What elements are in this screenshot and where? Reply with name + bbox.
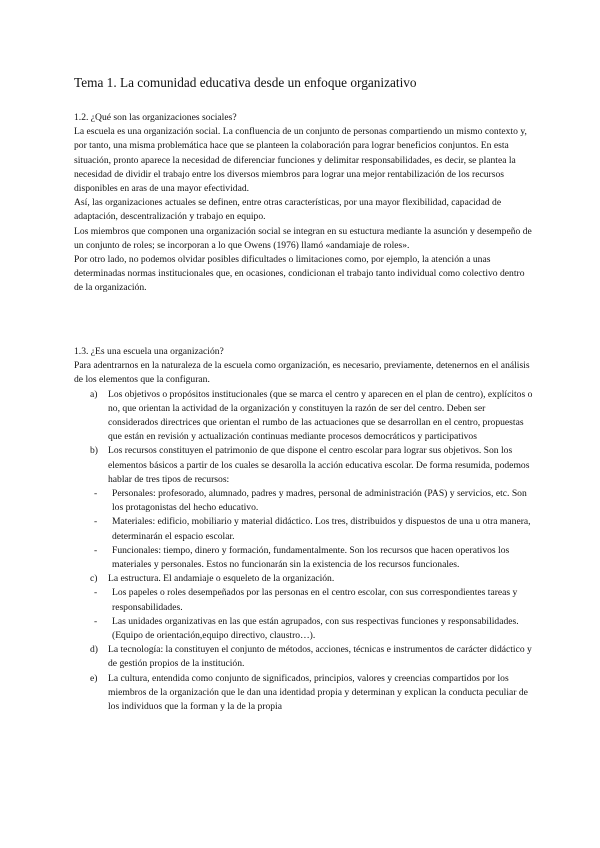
sublist-marker: - — [94, 544, 98, 556]
sublist-item — [74, 544, 534, 572]
sublist-item — [74, 487, 534, 515]
paragraph: Por otro lado, no podemos olvidar posibles dificultades o limitaciones como, por ejemplo, la atención a unas determinadas normas institucionales que, en ocasiones, condicionan el trabajo tanto individual como colectivo dentro de la organización. — [74, 254, 525, 294]
section-escuela-organizacion — [74, 345, 534, 714]
list-marker: d) — [90, 644, 98, 656]
paragraph: Así, las organizaciones actuales se definen, entre otras características, por una mayor flexibilidad, capacidad de adaptación, descentralización y trabajo en equipo. — [74, 197, 502, 223]
list-marker: c) — [90, 573, 98, 585]
document-title: Tema 1. La comunidad educativa desde un enfoque organizativo — [74, 75, 417, 90]
elements-list — [74, 388, 534, 715]
list-item — [74, 672, 534, 715]
sublist-marker: - — [94, 488, 98, 500]
list-item-text: La tecnología: la constituyen el conjunto de métodos, acciones, técnicas e instrumentos de carácter didáctico y de gestión propios de la institución. — [108, 644, 532, 670]
sublist-item-text: Materiales: edificio, mobiliario y material didáctico. Los tres, distribuidos y dispuestos de una u otra manera, determinarán el espacio escolar. — [112, 516, 531, 542]
list-item — [74, 572, 534, 586]
paragraph: Para adentrarnos en la naturaleza de la escuela como organización, es necesario, previamente, detenernos en el análisis de los elementos que la configuran. — [74, 360, 530, 386]
list-marker: e) — [90, 672, 98, 684]
sublist-item-text: Personales: profesorado, alumnado, padres y madres, personal de administración (PAS) y servicios, etc. Son los protagonistas del hecho educativo. — [112, 488, 527, 514]
list-item — [74, 444, 534, 487]
resources-sublist — [74, 487, 534, 572]
sublist-marker: - — [94, 615, 98, 627]
section-heading: 1.3. ¿Es una escuela una organización? — [74, 346, 224, 357]
sublist-item — [74, 586, 534, 614]
sublist-item — [74, 515, 534, 543]
list-marker: b) — [90, 445, 98, 457]
sublist-item — [74, 615, 534, 643]
section-heading: 1.2. ¿Qué son las organizaciones sociales? — [74, 112, 237, 123]
sublist-item-text: Los papeles o roles desempeñados por las personas en el centro escolar, con sus correspondientes tareas y responsabilidades. — [112, 587, 518, 613]
list-item — [74, 388, 534, 445]
list-item-text: La cultura, entendida como conjunto de significados, principios, valores y creencias compartidos por los miembros de la organización que le dan una identidad propia y determinan y explican la conducta peculiar de los individuos que la forman y la de la propia — [108, 672, 528, 713]
paragraph: La escuela es una organización social. La confluencia de un conjunto de personas compartiendo un mismo contexto y, por tanto, una misma problemática hace que se planteen la colaboración para lograr beneficios conjuntos. En esta situación, pronto aparece la necesidad de diferenciar funciones y delimitar responsabilidades, es decir, se plantea la necesidad de dividir el trabajo entre los diversos miembros para lograr una mejor rentabilización de los recursos disponibles en aras de una mayor efectividad. — [74, 126, 527, 195]
sublist-item-text: Las unidades organizativas en las que están agrupados, con sus respectivas funciones y responsabilidades. (Equipo de orientación,equipo directivo, claustro…). — [112, 615, 519, 642]
sublist-container — [74, 487, 534, 572]
list-item-text: Los recursos constituyen el patrimonio de que dispone el centro escolar para lograr sus objetivos. Son los elementos básicos a partir de los cuales se desarolla la acción educativa escolar. De forma resumida, podemos hablar de tres tipos de recursos: — [108, 445, 530, 485]
list-item-text: La estructura. El andamiaje o esqueleto de la organización. — [108, 573, 335, 585]
list-marker: a) — [90, 388, 98, 400]
section-organizaciones-sociales — [74, 111, 534, 296]
sublist-marker: - — [94, 587, 98, 599]
structure-sublist — [74, 586, 534, 643]
paragraph: Los miembros que componen una organización social se integran en su estuctura mediante la asunción y desempeño de un conjunto de roles; se incorporan a lo que Owens (1976) llamó «andamiaje de roles». — [74, 225, 532, 251]
sublist-marker: - — [94, 516, 98, 528]
list-item-text: Los objetivos o propósitos institucionales (que se marca el centro y aparecen en el plan de centro), explícitos o no, que orientan la actividad de la organización y constituyen la razón de ser del centro. Deben ser considerados directrices que orientan el rumbo de las actuaciones que se desarrollan en el centro, propuestas que están en revisión y actualización continuas mediante procesos democráticos y participativos — [108, 388, 533, 443]
sublist-item-text: Funcionales: tiempo, dinero y formación, fundamentalmente. Son los recursos que hacen operativos los materiales y personales. Estos no funcionarán sin la existencia de los recursos funcionales. — [112, 544, 510, 571]
sublist-container — [74, 586, 534, 643]
list-item — [74, 643, 534, 671]
